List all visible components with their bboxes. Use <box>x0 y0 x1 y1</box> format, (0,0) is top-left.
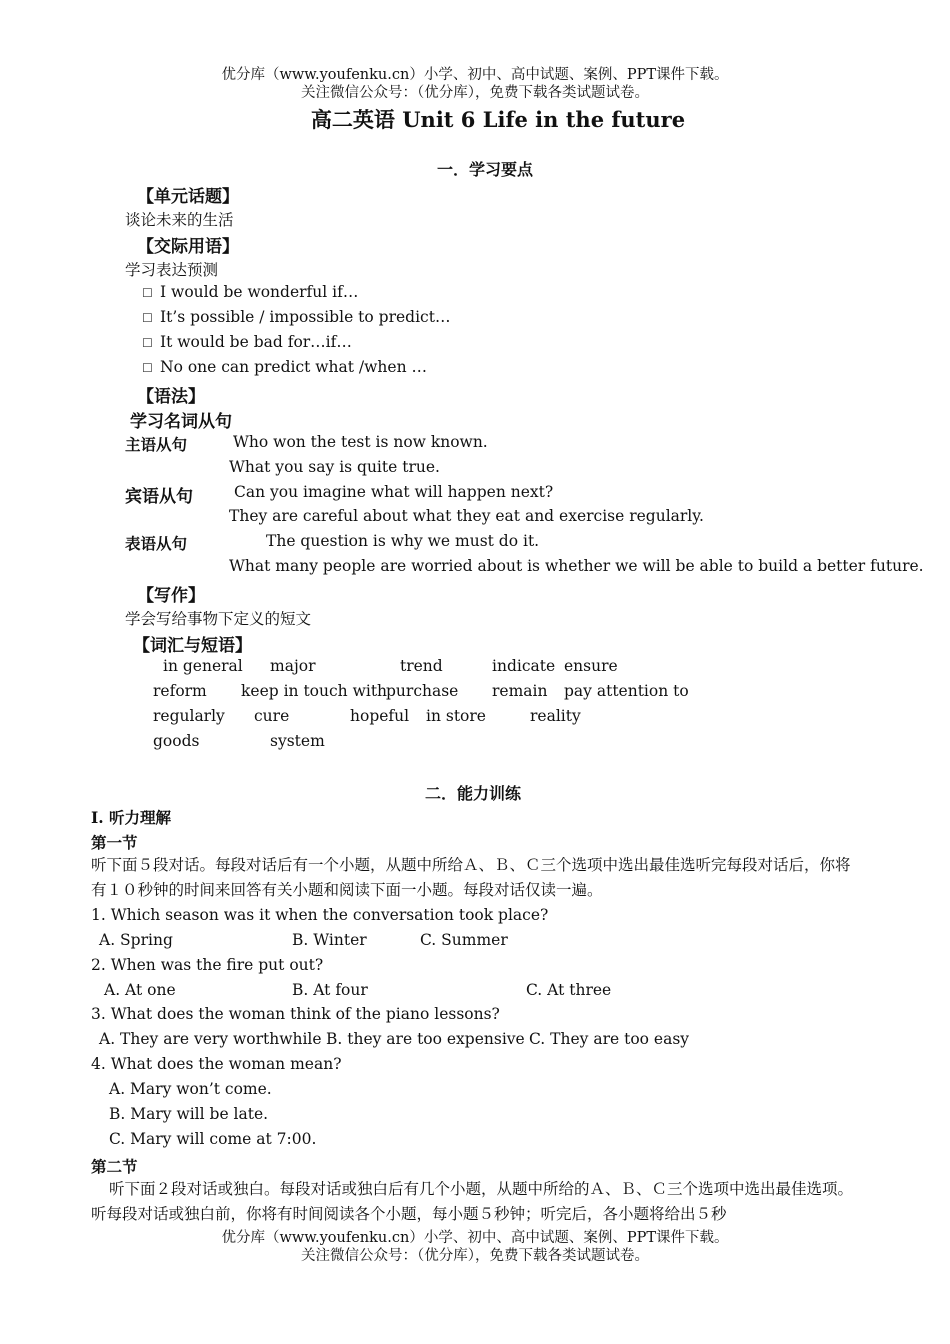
subject-example-1: Who won the test is now known. <box>233 433 488 451</box>
question-4: 4. What does the woman mean? <box>91 1055 342 1073</box>
listening-heading: I. 听力理解 <box>91 808 172 827</box>
section2-instruction: 听下面２段对话或独白。每段对话或独白后有几个小题，从题中所给的Ａ、Ｂ、Ｃ三个选项中选出最佳选项。听每段对话或独白前，你将有时间阅读各个小题，每小题５秒钟；听完后，各小题将给出５秒 <box>91 1180 854 1223</box>
bullet-icon: ☐ <box>142 311 153 325</box>
vocab-label: 【词汇与短语】 <box>133 636 252 656</box>
vocab-word: ensure <box>564 657 618 675</box>
function-item: It’s possible / impossible to predict… <box>160 308 451 326</box>
q2-option-c: C. At three <box>526 981 612 999</box>
vocab-word: reality <box>530 707 581 725</box>
function-item: No one can predict what /when … <box>160 358 427 376</box>
vocab-word: in store <box>426 707 486 725</box>
section2-label: 第二节 <box>91 1157 138 1176</box>
q2-option-b: B. At four <box>292 981 368 999</box>
grammar-subheading: 学习名词从句 <box>130 412 232 432</box>
bullet-icon: ☐ <box>142 361 153 375</box>
vocab-word: major <box>270 657 316 675</box>
header-line-2: 关注微信公众号：（优分库），免费下载各类试题试卷。 <box>301 85 649 101</box>
q4-option-b: B. Mary will be late. <box>109 1105 269 1123</box>
question-3: 3. What does the woman think of the piano lessons? <box>91 1005 500 1023</box>
q3-option-b: B. they are too expensive <box>326 1030 525 1048</box>
bullet-icon: ☐ <box>142 286 153 300</box>
vocab-word: remain <box>492 682 548 700</box>
writing-text: 学会写给事物下定义的短文 <box>125 610 312 628</box>
vocab-word: goods <box>153 732 200 750</box>
topic-text: 谈论未来的生活 <box>125 211 234 229</box>
object-example-2: They are careful about what they eat and exercise regularly. <box>229 507 704 525</box>
part1-heading: 一．学习要点 <box>437 160 534 179</box>
q1-option-a: A. Spring <box>99 931 173 949</box>
question-2: 2. When was the fire put out? <box>91 956 324 974</box>
vocab-word: cure <box>254 707 290 725</box>
predicative-example-1: The question is why we must do it. <box>266 532 540 550</box>
question-1: 1. Which season was it when the conversation took place? <box>91 906 549 924</box>
object-example-1: Can you imagine what will happen next? <box>234 483 554 501</box>
q3-option-c: C. They are too easy <box>529 1030 690 1048</box>
q2-option-a: A. At one <box>104 981 176 999</box>
subject-example-2: What you say is quite true. <box>229 458 440 476</box>
vocab-word: reform <box>153 682 207 700</box>
object-clause-label: 宾语从句 <box>125 487 193 507</box>
function-item: It would be bad for…if… <box>160 333 352 351</box>
functions-intro: 学习表达预测 <box>125 261 219 279</box>
vocab-word: indicate <box>492 657 556 675</box>
part2-heading: 二．能力训练 <box>425 784 522 803</box>
bullet-icon: ☐ <box>142 336 153 350</box>
q3-option-a: A. They are very worthwhile <box>99 1030 322 1048</box>
predicative-clause-label: 表语从句 <box>125 534 188 553</box>
predicative-example-2: What many people are worried about is whether we will be able to build a better future. <box>229 557 924 575</box>
functions-label: 【交际用语】 <box>137 237 239 257</box>
vocab-word: keep in touch with <box>241 682 388 700</box>
header-line-1: 优分库（www.youfenku.cn）小学、初中、高中试题、案例、PPT课件下载。 <box>221 67 729 83</box>
vocab-word: regularly <box>153 707 225 725</box>
vocab-word: pay attention to <box>564 682 689 700</box>
q1-option-c: C. Summer <box>420 931 508 949</box>
q1-option-b: B. Winter <box>292 931 367 949</box>
vocab-word: purchase <box>386 682 459 700</box>
writing-label: 【写作】 <box>137 586 205 606</box>
function-item: I would be wonderful if… <box>160 283 359 301</box>
section1-instruction: 听下面５段对话。每段对话后有一个小题，从题中所给Ａ、Ｂ、Ｃ三个选项中选出最佳选听完每段对话后，你将有１０秒钟的时间来回答有关小题和阅读下面一小题。每段对话仅读一遍。 <box>91 856 851 899</box>
q4-option-a: A. Mary won’t come. <box>109 1080 272 1098</box>
subject-clause-label: 主语从句 <box>125 435 188 454</box>
grammar-label: 【语法】 <box>137 387 205 407</box>
vocab-word: hopeful <box>350 707 410 725</box>
q4-option-c: C. Mary will come at 7:00. <box>109 1130 317 1148</box>
topic-label: 【单元话题】 <box>137 187 239 207</box>
footer-line-1: 优分库（www.youfenku.cn）小学、初中、高中试题、案例、PPT课件下载。 <box>221 1230 729 1246</box>
page-title: 高二英语 Unit 6 Life in the future <box>310 107 686 132</box>
section1-label: 第一节 <box>91 833 138 852</box>
vocab-word: in general <box>163 657 243 675</box>
footer-line-2: 关注微信公众号：（优分库），免费下载各类试题试卷。 <box>301 1248 649 1264</box>
vocab-word: trend <box>400 657 443 675</box>
vocab-word: system <box>270 732 325 750</box>
